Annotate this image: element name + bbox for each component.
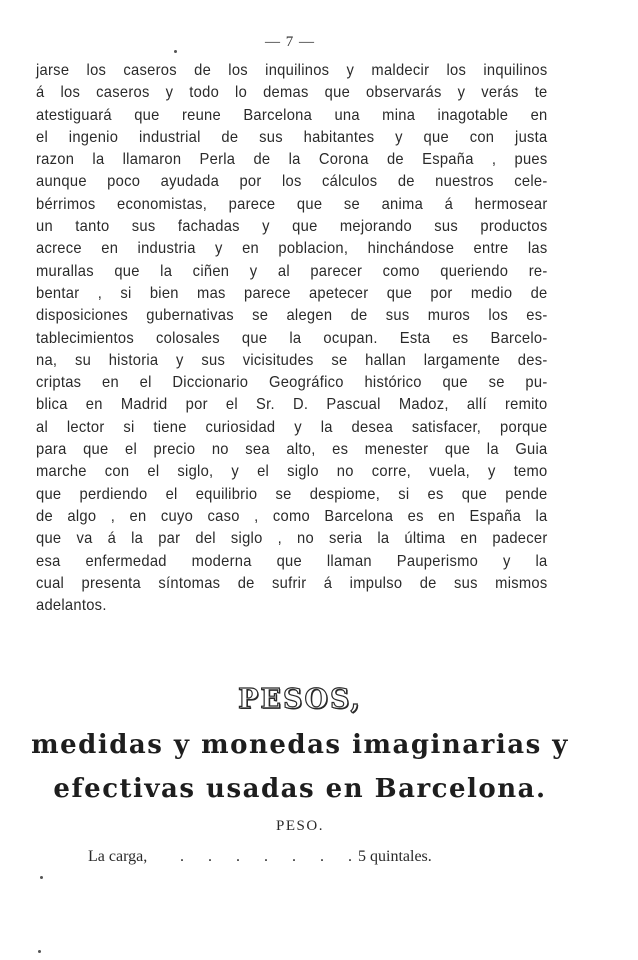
text-line: murallas que la ciñen y al parecer como queriendo re- (36, 262, 548, 280)
text-line: tablecimientos colosales que la ocupan. Esta es Barcelo- (36, 329, 548, 347)
text-line: bérrimos economistas, parece que se anima á hermosear (36, 195, 548, 213)
row-value: 5 quintales. (358, 848, 432, 865)
text-line: el ingenio industrial de sus habitantes y que con justa (36, 128, 548, 146)
text-line: aunque poco ayudada por los cálculos de nuestros cele- (36, 173, 548, 191)
section-title: PESOS, (238, 684, 362, 715)
page-number: — 7 — (265, 34, 315, 50)
text-line: que va á la par del siglo , no seria la última en padecer (36, 530, 548, 548)
text-line: jarse los caseros de los inquilinos y maldecir los inquilinos (36, 62, 548, 79)
text-line: que perdiendo el equilibrio se despiome, si es que pende (36, 485, 548, 503)
section-heading-line-1: medidas y monedas imaginarias y (31, 730, 569, 760)
text-line-last: adelantos. (36, 597, 107, 615)
text-line: acrece en industria y en poblacion, hinchándose entre las (36, 240, 548, 258)
print-speck (38, 950, 41, 953)
body-paragraph (36, 60, 548, 617)
text-line: de algo , en cuyo caso , como Barcelona es en España la (36, 507, 548, 525)
text-line: blica en Madrid por el Sr. D. Pascual Madoz, allí remito (36, 396, 548, 414)
text-line: atestiguará que reune Barcelona una mina inagotable en (36, 106, 548, 124)
text-line: un tanto sus fachadas y que mejorando sus productos (36, 218, 548, 236)
row-label: La carga, (88, 848, 148, 865)
print-speck (174, 50, 177, 53)
text-line: disposiciones gubernativas se alegen de sus muros los es- (36, 307, 548, 325)
text-line: marche con el siglo, y el siglo no corre, vuela, y temo (36, 463, 548, 481)
text-line: razon la llamaron Perla de la Corona de España , pues (36, 151, 548, 169)
text-line: á los caseros y todo lo demas que observarás y verás te (36, 84, 548, 102)
text-line: na, su historia y sus vicisitudes se hallan largamente des- (36, 351, 548, 369)
text-line: cual presenta síntomas de sufrir á impulso de sus mismos (36, 574, 548, 592)
section-subheading: PESO. (276, 818, 324, 834)
text-line: esa enfermedad moderna que llaman Pauperismo y la (36, 552, 548, 570)
print-speck (40, 876, 43, 879)
text-line: bentar , si bien mas parece apetecer que por medio de (36, 284, 548, 302)
text-line: criptas en el Diccionario Geográfico histórico que se pu- (36, 374, 548, 392)
text-line: al lector si tiene curiosidad y la desea satisfacer, porque (36, 418, 548, 436)
dot-leader: . . . . . . . (180, 848, 362, 865)
section-heading-line-2: efectivas usadas en Barcelona. (53, 774, 547, 804)
text-line: para que el precio no sea alto, es menester que la Guia (36, 441, 548, 459)
